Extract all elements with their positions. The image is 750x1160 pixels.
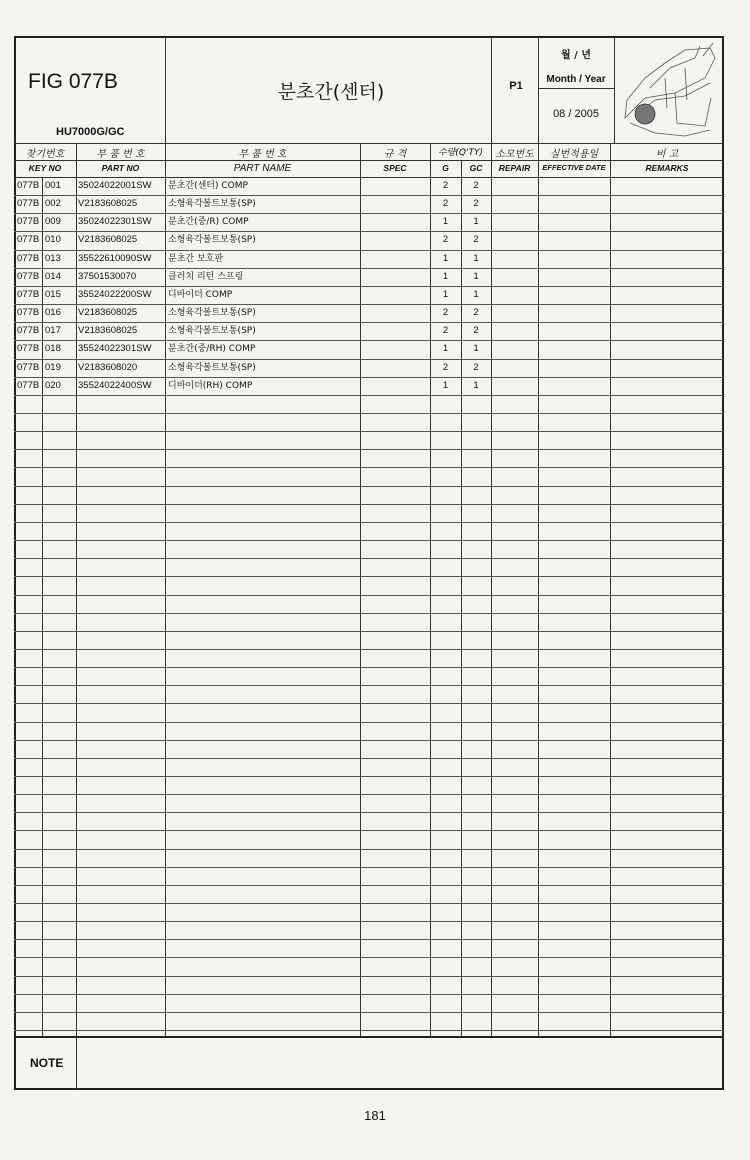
row-part-no: V2183608025 (78, 325, 138, 337)
row-line (14, 504, 724, 505)
row-g: 1 (442, 343, 449, 355)
row-spec (362, 377, 430, 395)
col-qty-g: G (442, 163, 449, 173)
col-part-name-ko: 부 품 번 호 (238, 149, 287, 160)
row-name: 디바이더 COMP (168, 289, 233, 300)
row-gc: 2 (473, 234, 479, 246)
col-remarks: REMARKS (645, 163, 689, 173)
row-part-no: 35024022001SW (78, 180, 152, 191)
header-vline (165, 36, 166, 144)
column-header-divider (14, 160, 724, 161)
row-line (14, 395, 724, 396)
assembly-title: 분초간(센터) (277, 81, 385, 103)
row-line (14, 1012, 724, 1013)
row-line (14, 431, 724, 432)
col-effective-date: EFFECTIVE DATE (542, 163, 606, 172)
row-part-no: 35524022200SW (78, 288, 152, 300)
model-name: HU7000G/GC (56, 126, 125, 138)
row-line (14, 830, 724, 831)
row-gc: 2 (473, 361, 479, 373)
row-line (14, 540, 724, 541)
col-part-no-ko: 부 품 번 호 (96, 149, 145, 160)
row-gc: 2 (473, 198, 479, 210)
col-repair-ko: 소모번도 (495, 149, 534, 160)
row-g: 1 (442, 379, 449, 391)
col-key: KEY NO (28, 163, 62, 173)
row-g: 1 (442, 252, 449, 264)
row-line (14, 885, 724, 886)
row-line (14, 921, 724, 922)
row-key: 013 (45, 252, 61, 264)
figure-number: FIG 077B (28, 70, 118, 93)
row-line (14, 849, 724, 850)
row-name: 분초간(중/RH) COMP (168, 344, 256, 355)
combine-harvester-icon (615, 38, 723, 144)
row-line (14, 794, 724, 795)
row-part-no: V2183608025 (78, 234, 138, 246)
row-name: 소형육각볼트보통(SP) (168, 326, 256, 337)
row-line (14, 595, 724, 596)
row-fig: 077B (17, 252, 40, 264)
row-g: 1 (442, 288, 449, 300)
row-key: 015 (45, 288, 61, 300)
row-key: 016 (45, 307, 61, 319)
row-gc: 1 (473, 252, 479, 264)
note-label: NOTE (30, 1056, 64, 1070)
row-name: 분초간(중/R) COMP (168, 217, 249, 228)
row-line (14, 957, 724, 958)
row-line (14, 413, 724, 414)
row-fig: 077B (17, 180, 40, 191)
col-qty-gc: GC (469, 163, 483, 173)
col-part-no: PART NO (101, 163, 140, 173)
row-line (14, 976, 724, 977)
row-g: 2 (442, 307, 449, 319)
row-line (14, 685, 724, 686)
row-gc: 1 (473, 379, 479, 391)
row-part-no: V2183608025 (78, 198, 138, 210)
row-line (14, 776, 724, 777)
col-spec: SPEC (383, 163, 407, 173)
row-line (14, 613, 724, 614)
row-part-no: 35522610090SW (78, 252, 152, 264)
row-gc: 1 (473, 343, 479, 355)
row-key: 010 (45, 234, 61, 246)
row-fig: 077B (17, 198, 40, 210)
row-name: 분초간(센터) COMP (168, 181, 248, 191)
row-line (14, 522, 724, 523)
row-fig: 077B (17, 307, 40, 319)
row-key: 018 (45, 343, 61, 355)
col-spec-ko: 규 격 (383, 149, 407, 160)
month-year-label: Month / Year (546, 74, 606, 85)
row-key: 002 (45, 198, 61, 210)
row-g: 1 (442, 270, 449, 282)
col-repair: REPAIR (498, 163, 531, 173)
row-key: 009 (45, 216, 61, 228)
row-line (14, 867, 724, 868)
row-name: 소형육각볼트보통(SP) (168, 362, 256, 373)
row-spec (362, 213, 430, 231)
row-spec (362, 231, 430, 249)
note-vline (76, 1036, 77, 1090)
row-gc: 1 (473, 216, 479, 228)
row-name: 소형육각볼트보통(SP) (168, 235, 256, 246)
row-part-no: 35524022400SW (78, 379, 152, 391)
row-part-no: 35024022301SW (78, 216, 152, 228)
row-gc: 1 (473, 270, 479, 282)
row-g: 2 (442, 361, 449, 373)
col-remarks-ko: 비 고 (655, 149, 679, 160)
row-line (14, 812, 724, 813)
row-line (14, 703, 724, 704)
row-key: 001 (45, 180, 61, 191)
row-spec (362, 177, 430, 195)
row-spec (362, 250, 430, 268)
col-qty-ko: 수량(Q'TY) (438, 148, 483, 158)
row-spec (362, 322, 430, 340)
month-year-divider (538, 88, 614, 89)
row-line (14, 576, 724, 577)
row-spec (362, 286, 430, 304)
row-fig: 077B (17, 379, 40, 391)
row-line (14, 467, 724, 468)
page-number: 181 (364, 1108, 386, 1123)
row-part-no: 35524022301SW (78, 343, 152, 355)
row-key: 019 (45, 361, 61, 373)
row-gc: 2 (473, 325, 479, 337)
row-spec (362, 268, 430, 286)
row-spec (362, 340, 430, 358)
col-key-ko: 찾기번호 (25, 149, 65, 160)
row-line (14, 939, 724, 940)
row-part-no: V2183608025 (78, 307, 138, 319)
row-g: 2 (442, 180, 449, 191)
row-part-no: V2183608020 (78, 361, 138, 373)
row-line (14, 486, 724, 487)
row-line (14, 740, 724, 741)
col-part-name: PART NAME (233, 163, 292, 174)
row-spec (362, 304, 430, 322)
row-spec (362, 359, 430, 377)
row-line (14, 667, 724, 668)
row-spec (362, 195, 430, 213)
row-name: 소형육각볼트보통(SP) (168, 199, 256, 210)
row-line (14, 1030, 724, 1031)
row-name: 디바이더(RH) COMP (168, 380, 253, 391)
note-divider (14, 1036, 724, 1038)
row-g: 2 (442, 234, 449, 246)
row-gc: 1 (473, 288, 479, 300)
row-fig: 077B (17, 270, 40, 282)
row-g: 2 (442, 325, 449, 337)
row-line (14, 449, 724, 450)
row-gc: 2 (473, 180, 479, 191)
row-key: 014 (45, 270, 61, 282)
row-part-no: 37501530070 (78, 270, 137, 282)
row-gc: 2 (473, 307, 479, 319)
col-line (42, 177, 43, 1036)
row-line (14, 631, 724, 632)
row-fig: 077B (17, 343, 40, 355)
row-name: 소형육각볼트보통(SP) (168, 308, 256, 319)
row-line (14, 649, 724, 650)
row-line (14, 903, 724, 904)
row-line (14, 758, 724, 759)
row-name: 클러치 리턴 스프링 (168, 271, 244, 282)
row-fig: 077B (17, 288, 40, 300)
col-effective-ko: 실번적용일 (549, 149, 599, 160)
row-line (14, 558, 724, 559)
month-year-value: 08 / 2005 (553, 108, 599, 120)
row-fig: 077B (17, 216, 40, 228)
row-name: 분초간 보호판 (168, 253, 224, 264)
page-label: P1 (509, 80, 523, 92)
row-g: 1 (442, 216, 449, 228)
row-line (14, 722, 724, 723)
row-fig: 077B (17, 325, 40, 337)
row-key: 017 (45, 325, 61, 337)
row-g: 2 (442, 198, 449, 210)
row-fig: 077B (17, 234, 40, 246)
row-key: 020 (45, 379, 61, 391)
month-year-label-ko: 월 / 년 (561, 50, 591, 61)
row-fig: 077B (17, 361, 40, 373)
row-line (14, 994, 724, 995)
